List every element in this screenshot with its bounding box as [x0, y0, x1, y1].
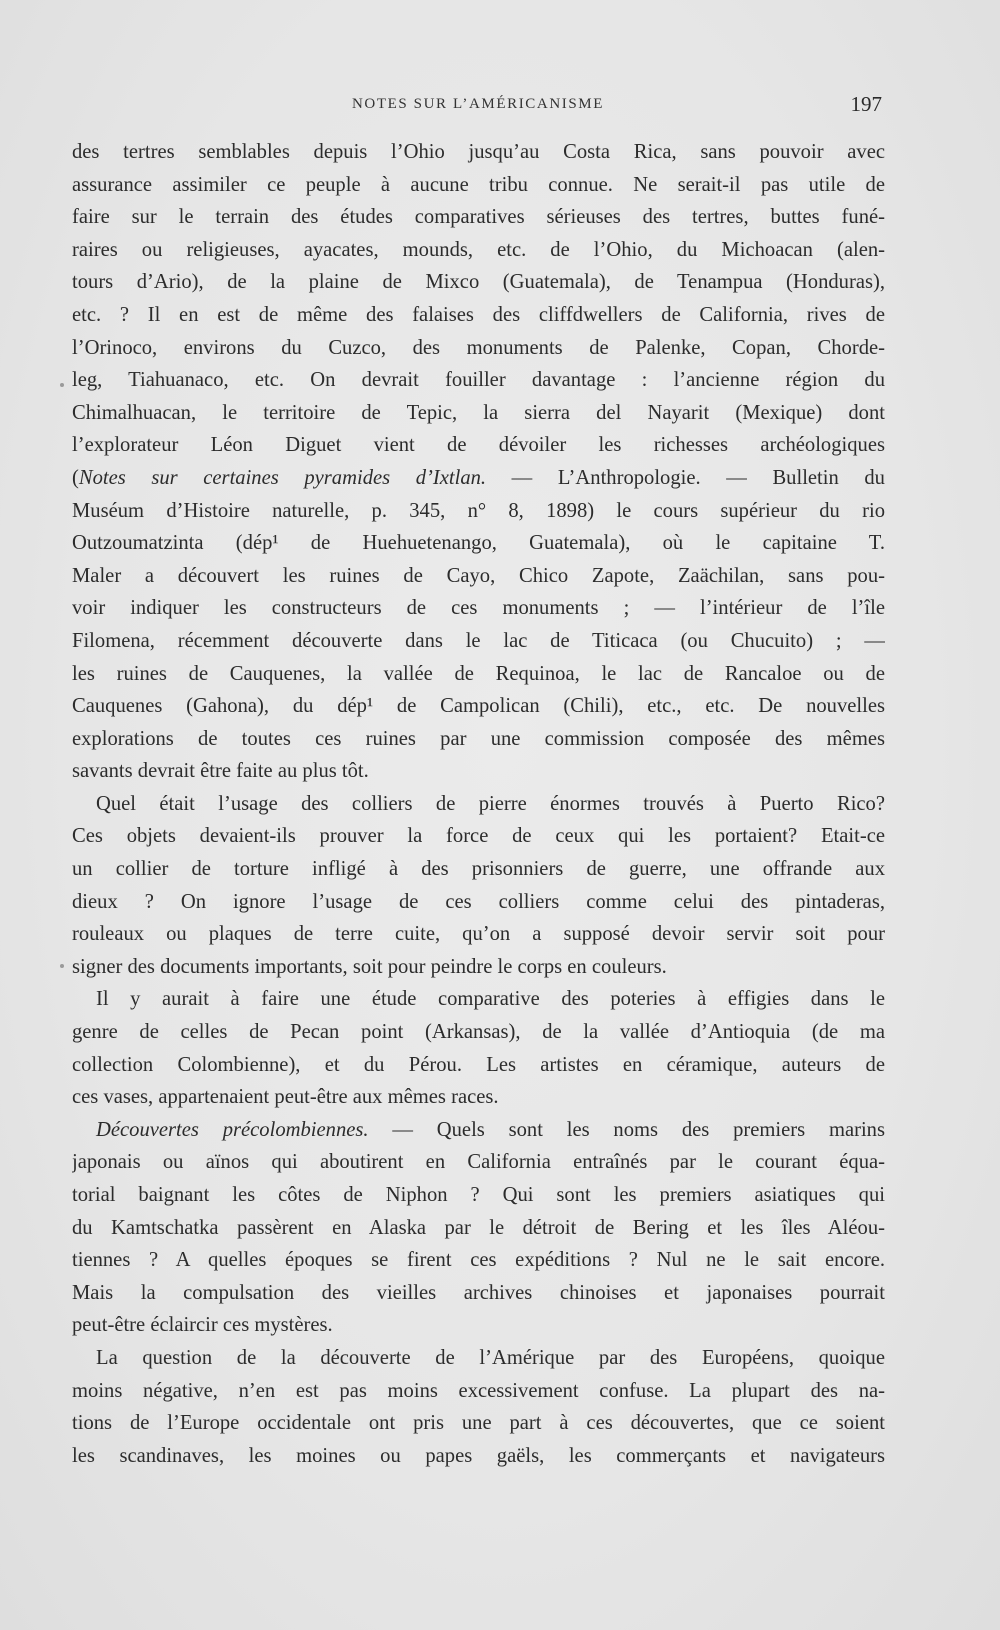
page-number: 197 [850, 92, 882, 116]
text-line: Muséum d’Histoire naturelle, p. 345, n° 8, 1898) le cours supérieur du rio [72, 499, 885, 522]
text-line: raires ou religieuses, ayacates, mounds, etc. de l’Ohio, du Michoacan (alen- [72, 238, 885, 261]
text-line: les scandinaves, les moines ou papes gaëls, les commerçants et navigateurs [72, 1444, 885, 1467]
text-line: genre de celles de Pecan point (Arkansas), de la vallée d’Antioquia (de ma [72, 1021, 885, 1044]
paragraph-last-line: savants devrait être faite au plus tôt. [72, 760, 369, 783]
paragraph-last-line: signer des documents importants, soit pour peindre le corps en couleurs. [72, 955, 667, 978]
paragraph-first-line: Il y aurait à faire une étude comparative des poteries à effigies dans le [96, 988, 885, 1011]
text-line: leg, Tiahuanaco, etc. On devrait fouiller davantage : l’ancienne région du [72, 369, 885, 392]
running-title: NOTES SUR L’AMÉRICANISME [351, 96, 605, 112]
italic-title: Découvertes précolombiennes. [96, 1118, 369, 1141]
text-line: l’Orinoco, environs du Cuzco, des monuments de Palenke, Copan, Chorde- [72, 336, 885, 359]
text-line: les ruines de Cauquenes, la vallée de Requinoa, le lac de Rancaloe ou de [72, 662, 885, 685]
text-line: tiennes ? A quelles époques se firent ces expéditions ? Nul ne le sait encore. [72, 1249, 885, 1272]
page-header [74, 92, 882, 116]
italic-title: Notes sur certaines pyramides d’Ixtlan. [78, 466, 487, 489]
text-line: Maler a découvert les ruines de Cayo, Chico Zapote, Zaächilan, sans pou- [72, 564, 885, 587]
text-line: assurance assimiler ce peuple à aucune tribu connue. Ne serait-il pas utile de [72, 173, 885, 196]
text-line: un collier de torture infligé à des prisonniers de guerre, une offrande aux [72, 858, 885, 881]
margin-speck [60, 964, 64, 968]
text-line: moins négative, n’en est pas moins excessivement confuse. La plupart des na- [72, 1379, 885, 1402]
text-line: explorations de toutes ces ruines par une commission composée des mêmes [72, 727, 885, 750]
paragraph-last-line: ces vases, appartenaient peut-être aux mêmes races. [72, 1086, 499, 1109]
margin-speck [60, 383, 64, 387]
text-line: tours d’Ario), de la plaine de Mixco (Guatemala), de Tenampua (Honduras), [72, 271, 885, 294]
paragraph-last-line: peut-être éclaircir ces mystères. [72, 1314, 333, 1337]
text-line: (Notes sur certaines pyramides d’Ixtlan. — L’Anthropologie. — Bulletin du [72, 466, 885, 489]
text-line: torial baignant les côtes de Niphon ? Qui sont les premiers asiatiques qui [72, 1184, 885, 1206]
text-line: faire sur le terrain des études comparatives sérieuses des tertres, buttes funé- [72, 206, 885, 229]
text-line: Ces objets devaient-ils prouver la force de ceux qui les portaient? Etait-ce [72, 825, 885, 848]
text-line: voir indiquer les constructeurs de ces monuments ; — l’intérieur de l’île [72, 597, 885, 620]
section-heading-line: Découvertes précolombiennes. — Quels sont les noms des premiers marins [96, 1118, 885, 1141]
paragraph-first-line: La question de la découverte de l’Amérique par des Européens, quoique [96, 1346, 885, 1369]
text-line: du Kamtschatka passèrent en Alaska par le détroit de Bering et les îles Aléou- [72, 1216, 885, 1239]
text-line: des tertres semblables depuis l’Ohio jusqu’au Costa Rica, sans pouvoir avec [72, 141, 885, 163]
text-line: collection Colombienne), et du Pérou. Les artistes en céramique, auteurs de [72, 1053, 885, 1076]
text-line: Outzoumatzinta (dép¹ de Huehuetenango, Guatemala), où le capitaine T. [72, 532, 885, 555]
text-line: japonais ou aïnos qui aboutirent en California entraînés par le courant équa- [72, 1151, 885, 1174]
text-line: tions de l’Europe occidentale ont pris une part à ces découvertes, que ce soient [72, 1412, 885, 1435]
text-line: etc. ? Il en est de même des falaises des cliffdwellers de California, rives de [72, 303, 885, 326]
text-line: Chimalhuacan, le territoire de Tepic, la sierra del Nayarit (Mexique) dont [72, 401, 885, 424]
body-text [72, 136, 885, 1472]
text-line: l’explorateur Léon Diguet vient de dévoiler les richesses archéologiques [72, 434, 885, 457]
text-line: Cauquenes (Gahona), du dép¹ de Campolican (Chili), etc., etc. De nouvelles [72, 695, 885, 718]
text-line: Filomena, récemment découverte dans le lac de Titicaca (ou Chucuito) ; — [72, 629, 885, 652]
paragraph-first-line: Quel était l’usage des colliers de pierre énormes trouvés à Puerto Rico? [96, 792, 885, 815]
text-line: rouleaux ou plaques de terre cuite, qu’on a supposé devoir servir soit pour [72, 923, 885, 946]
text-line: Mais la compulsation des vieilles archives chinoises et japonaises pourrait [72, 1281, 885, 1304]
text-line: dieux ? On ignore l’usage de ces colliers comme celui des pintaderas, [72, 890, 885, 913]
